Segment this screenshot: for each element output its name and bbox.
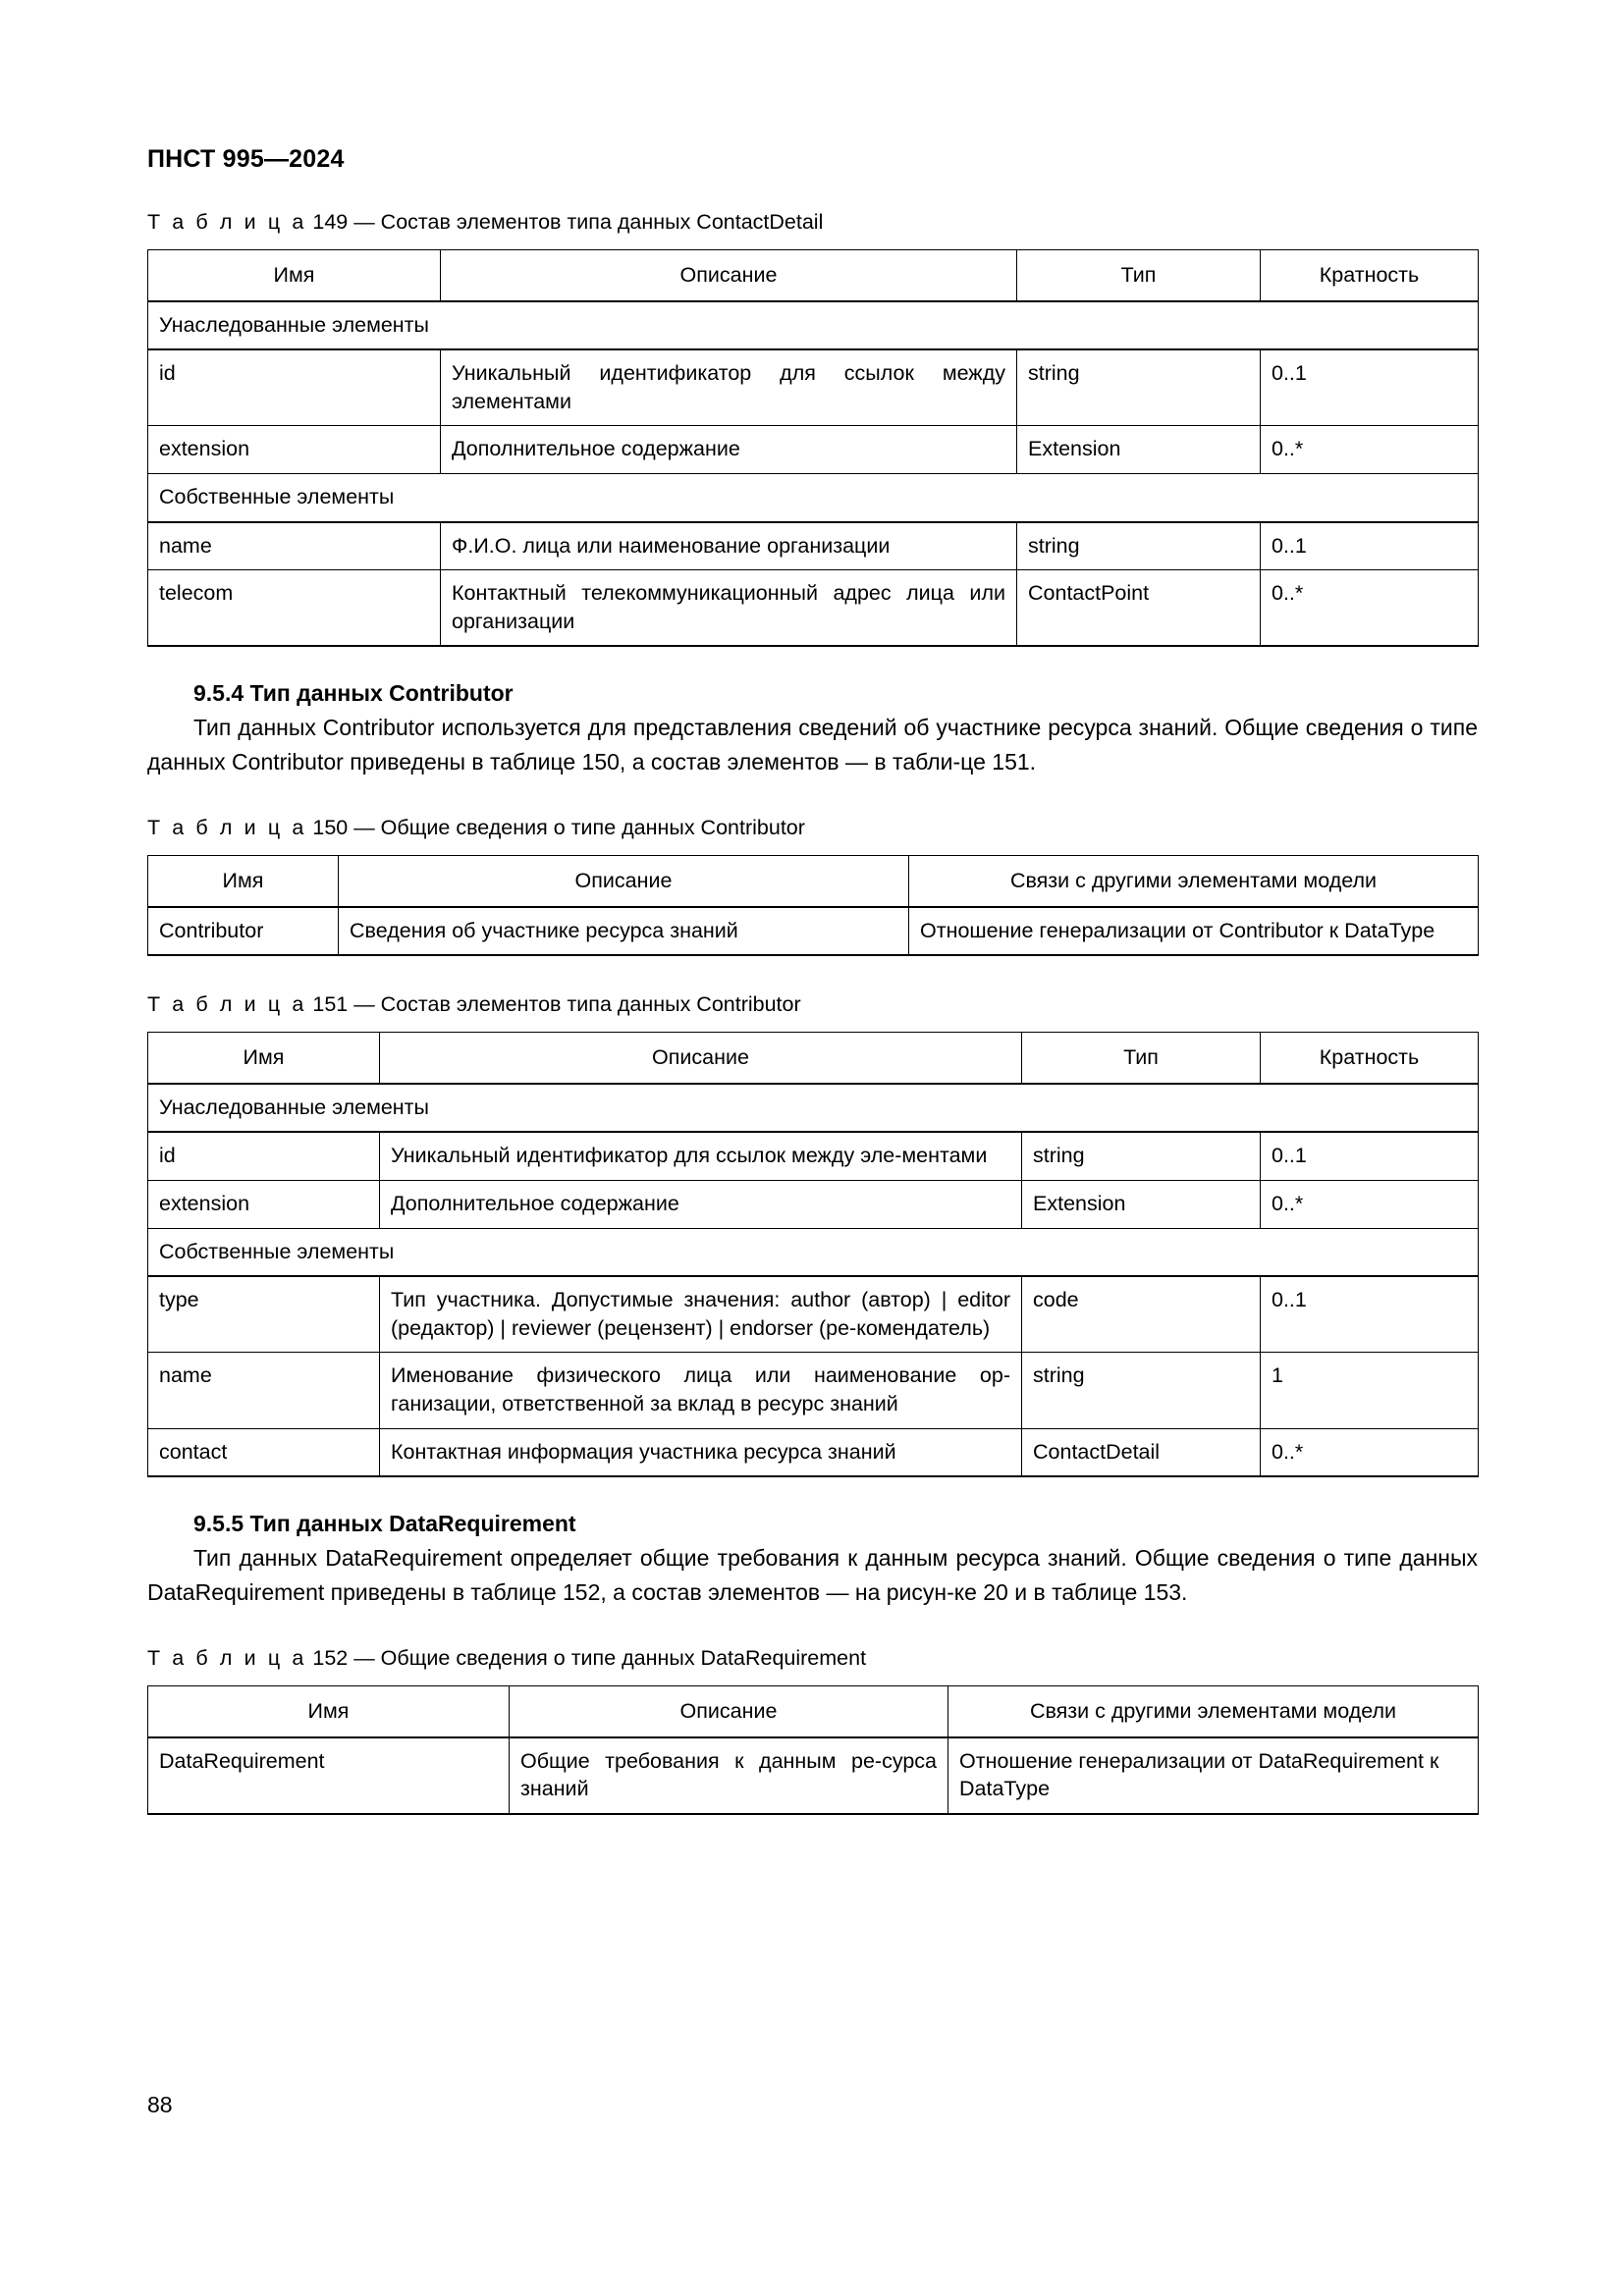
cell-cardinality: 0..* bbox=[1261, 1428, 1479, 1476]
group-label-own: Собственные элементы bbox=[148, 1228, 1479, 1276]
table-caption-149 bbox=[147, 209, 1478, 237]
table-group-row bbox=[148, 1228, 1479, 1276]
caption-text: 152 — Общие сведения о типе данных DataRequirement bbox=[312, 1646, 867, 1671]
cell-type: Extension bbox=[1017, 426, 1261, 474]
table-row bbox=[148, 426, 1479, 474]
column-header-description: Описание bbox=[441, 249, 1017, 300]
column-header-relations: Связи с другими элементами модели bbox=[948, 1686, 1479, 1737]
cell-description: Дополнительное содержание bbox=[380, 1181, 1022, 1229]
cell-name: DataRequirement bbox=[148, 1737, 510, 1814]
column-header-name: Имя bbox=[148, 1033, 380, 1084]
cell-name: contact bbox=[148, 1428, 380, 1476]
cell-type: ContactDetail bbox=[1022, 1428, 1261, 1476]
cell-name: telecom bbox=[148, 570, 441, 647]
table-header-row bbox=[148, 1686, 1479, 1737]
cell-description: Контактная информация участника ресурса знаний bbox=[380, 1428, 1022, 1476]
table-152 bbox=[147, 1685, 1479, 1815]
group-label-inherited: Унаследованные элементы bbox=[148, 301, 1479, 350]
caption-word: Т а б л и ц а bbox=[147, 1646, 307, 1671]
running-header: ПНСТ 995—2024 bbox=[147, 145, 345, 173]
cell-description: Дополнительное содержание bbox=[441, 426, 1017, 474]
group-label-inherited: Унаследованные элементы bbox=[148, 1084, 1479, 1133]
column-header-type: Тип bbox=[1017, 249, 1261, 300]
table-caption-150 bbox=[147, 815, 1478, 842]
table-row bbox=[148, 1428, 1479, 1476]
table-header-row bbox=[148, 856, 1479, 907]
cell-type: string bbox=[1017, 349, 1261, 426]
table-row bbox=[148, 1353, 1479, 1428]
table-group-row bbox=[148, 301, 1479, 350]
column-header-name: Имя bbox=[148, 856, 339, 907]
table-149 bbox=[147, 249, 1479, 647]
section-heading-955: 9.5.5 Тип данных DataRequirement bbox=[193, 1511, 576, 1537]
table-caption-152 bbox=[147, 1645, 1478, 1673]
cell-cardinality: 0..1 bbox=[1261, 1276, 1479, 1353]
cell-name: id bbox=[148, 1132, 380, 1180]
cell-name: id bbox=[148, 349, 441, 426]
cell-type: ContactPoint bbox=[1017, 570, 1261, 647]
column-header-cardinality: Кратность bbox=[1261, 1033, 1479, 1084]
column-header-type: Тип bbox=[1022, 1033, 1261, 1084]
table-caption-151 bbox=[147, 991, 1478, 1019]
cell-description: Именование физического лица или наименование ор-​ганизации, ответственной за вклад в ресурс знаний bbox=[380, 1353, 1022, 1428]
table-row bbox=[148, 349, 1479, 426]
cell-description: Общие требования к данным ре-​сурса знаний bbox=[510, 1737, 948, 1814]
cell-description: Уникальный идентификатор для ссылок между эле-​ментами bbox=[380, 1132, 1022, 1180]
caption-text: 150 — Общие сведения о типе данных Contributor bbox=[312, 816, 805, 840]
cell-type: string bbox=[1022, 1353, 1261, 1428]
caption-word: Т а б л и ц а bbox=[147, 210, 307, 234]
cell-cardinality: 0..1 bbox=[1261, 522, 1479, 570]
cell-description: Ф.И.О. лица или наименование организации bbox=[441, 522, 1017, 570]
table-header-row bbox=[148, 1033, 1479, 1084]
caption-text: 151 — Состав элементов типа данных Contributor bbox=[312, 992, 801, 1017]
page-content bbox=[147, 0, 1478, 1815]
group-label-own: Собственные элементы bbox=[148, 473, 1479, 521]
table-row bbox=[148, 907, 1479, 956]
cell-cardinality: 0..* bbox=[1261, 570, 1479, 647]
table-151 bbox=[147, 1032, 1479, 1477]
table-row bbox=[148, 1132, 1479, 1180]
caption-word: Т а б л и ц а bbox=[147, 816, 307, 840]
table-row bbox=[148, 1737, 1479, 1814]
column-header-description: Описание bbox=[510, 1686, 948, 1737]
cell-cardinality: 0..* bbox=[1261, 426, 1479, 474]
table-row bbox=[148, 522, 1479, 570]
cell-type: code bbox=[1022, 1276, 1261, 1353]
cell-cardinality: 1 bbox=[1261, 1353, 1479, 1428]
column-header-cardinality: Кратность bbox=[1261, 249, 1479, 300]
table-row bbox=[148, 570, 1479, 647]
cell-type: Extension bbox=[1022, 1181, 1261, 1229]
page-number: 88 bbox=[147, 2092, 173, 2117]
cell-description: Тип участника. Допустимые значения: author (автор) | editor (редактор) | reviewer (рецензент) | endorser (ре-​комендатель) bbox=[380, 1276, 1022, 1353]
cell-type: string bbox=[1017, 522, 1261, 570]
table-group-row bbox=[148, 1084, 1479, 1133]
cell-relations: Отношение генерализации от DataRequirement к DataType bbox=[948, 1737, 1479, 1814]
cell-cardinality: 0..1 bbox=[1261, 1132, 1479, 1180]
table-group-row bbox=[148, 473, 1479, 521]
cell-cardinality: 0..1 bbox=[1261, 349, 1479, 426]
table-row bbox=[148, 1276, 1479, 1353]
cell-name: Contributor bbox=[148, 907, 339, 956]
caption-word: Т а б л и ц а bbox=[147, 992, 307, 1017]
table-150 bbox=[147, 855, 1479, 956]
section-paragraph-955: Тип данных DataRequirement определяет общие требования к данным ресурса знаний. Общие сведения о типе данных DataRequirement приведены в таблице 152, а состав элементов — на рисун-​ке 20 и в таблице 153. bbox=[147, 1545, 1478, 1606]
cell-description: Сведения об участнике ресурса знаний bbox=[339, 907, 909, 956]
column-header-relations: Связи с другими элементами модели bbox=[909, 856, 1479, 907]
cell-name: extension bbox=[148, 1181, 380, 1229]
cell-description: Контактный телекоммуникационный адрес лица или организации bbox=[441, 570, 1017, 647]
table-header-row bbox=[148, 249, 1479, 300]
column-header-name: Имя bbox=[148, 1686, 510, 1737]
cell-relations: Отношение генерализации от Contributor к DataType bbox=[909, 907, 1479, 956]
cell-name: type bbox=[148, 1276, 380, 1353]
cell-name: extension bbox=[148, 426, 441, 474]
cell-name: name bbox=[148, 522, 441, 570]
cell-type: string bbox=[1022, 1132, 1261, 1180]
table-row bbox=[148, 1181, 1479, 1229]
section-heading-954: 9.5.4 Тип данных Contributor bbox=[193, 680, 514, 707]
cell-name: name bbox=[148, 1353, 380, 1428]
column-header-description: Описание bbox=[339, 856, 909, 907]
column-header-description: Описание bbox=[380, 1033, 1022, 1084]
cell-description: Уникальный идентификатор для ссылок между элементами bbox=[441, 349, 1017, 426]
cell-cardinality: 0..* bbox=[1261, 1181, 1479, 1229]
section-paragraph-954: Тип данных Contributor используется для представления сведений об участнике ресурса знаний. Общие сведения о типе данных Contributor приведены в таблице 150, а состав элементов — в табли-​це 151. bbox=[147, 715, 1478, 775]
column-header-name: Имя bbox=[148, 249, 441, 300]
caption-text: 149 — Состав элементов типа данных ContactDetail bbox=[312, 210, 824, 234]
